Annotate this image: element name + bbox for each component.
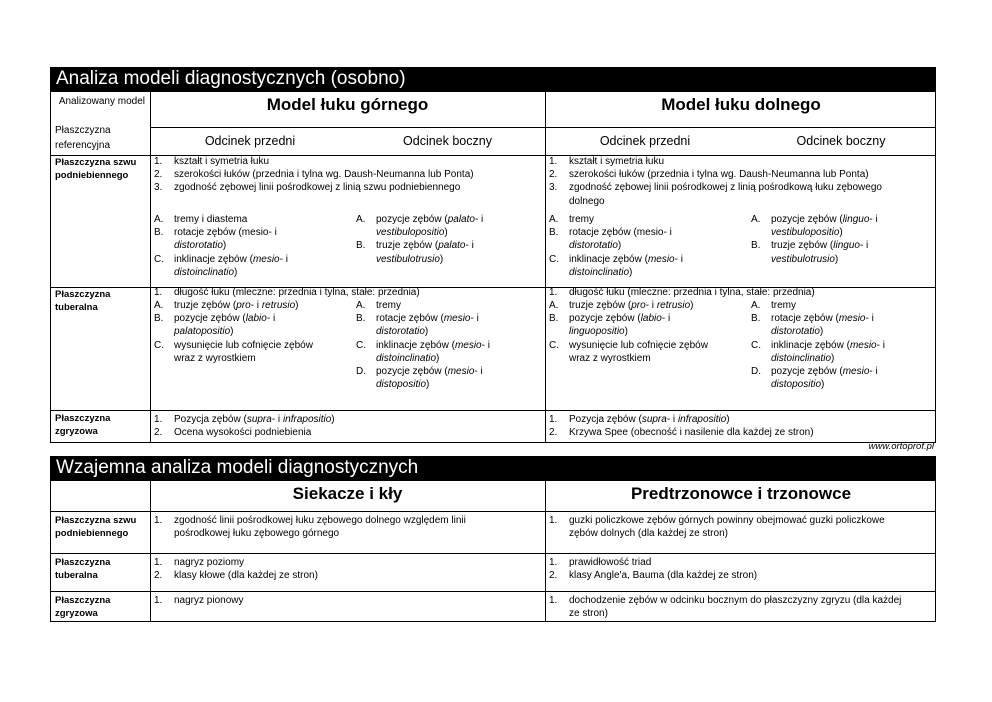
- upper-occl-numbered: [154, 413, 534, 439]
- list-item: C. inklinacje zębów (mesio- i distoinclinatio): [356, 339, 490, 364]
- lower-palatal-side: [751, 213, 931, 266]
- list-item: B. rotacje zębów (mesio- i distorotatio): [549, 227, 672, 252]
- col-incisors-title: Siekacze i kły: [292, 484, 403, 503]
- corner-plane-label: Płaszczyzna referencyjna: [55, 125, 111, 151]
- list-item: A. truzje zębów (pro- i retrusio): [549, 300, 694, 311]
- list-item: 2. Ocena wysokości podniebienia: [154, 427, 312, 439]
- row-label-occl: Płaszczyzna zgryzowa: [55, 413, 111, 438]
- row-label-palatal: Płaszczyzna szwu podniebiennego: [55, 157, 137, 182]
- list-item: B. rotacje zębów (mesio- i distorotatio): [356, 313, 479, 338]
- lower-model-title: Model łuku dolnego: [661, 95, 821, 114]
- list-item: C. inklinacje zębów (mesio- i distoinclinatio): [154, 253, 288, 278]
- upper-palatal-side: [356, 213, 541, 266]
- list-item: 3. zgodność zębowej linii pośrodkowej z linią pośrodkową łuku zębowego dolnego: [549, 182, 882, 207]
- lower-side-header: Odcinek boczny: [796, 134, 886, 148]
- mutual-analysis-table: [50, 480, 936, 622]
- list-item: B. pozycje zębów (labio- i linguopositio): [549, 313, 671, 338]
- upper-palatal-front: [154, 213, 339, 279]
- corner-model-label: Analizowany model: [58, 96, 145, 107]
- list-item: 1. dochodzenie zębów w odcinku bocznym do płaszczyzny zgryzu (dla każdej ze stron): [549, 595, 902, 620]
- lower-front-header: Odcinek przedni: [599, 134, 691, 148]
- s2-tuber-right: [549, 556, 933, 582]
- list-item: B. rotacje zębów (mesio- i distorotatio): [751, 313, 874, 338]
- list-item: C. wysunięcie lub cofnięcie zębów wraz z wyrostkiem: [154, 339, 313, 364]
- list-item: 2. szerokości łuków (przednia i tylna wg. Daush-Neumanna lub Ponta): [549, 169, 869, 181]
- s2-row-label-tuber: Płaszczyzna tuberalna: [55, 557, 111, 582]
- list-item: 1. Pozycja zębów (supra- i infrapositio): [549, 414, 730, 425]
- list-item: C. wysunięcie lub cofnięcie zębów wraz z wyrostkiem: [549, 339, 708, 364]
- s2-occl-left: [154, 594, 534, 607]
- upper-side-header: Odcinek boczny: [403, 134, 492, 148]
- list-item: 1. nagryz poziomy: [154, 557, 245, 568]
- s2-palatal-left: [154, 514, 534, 540]
- list-item: 1. Pozycja zębów (supra- i infrapositio): [154, 414, 335, 425]
- s2-tuber-left: [154, 556, 534, 582]
- list-item: B. truzje zębów (linguo- i vestibulotrusio): [751, 240, 869, 265]
- list-item: A. truzje zębów (pro- i retrusio): [154, 300, 299, 311]
- upper-tuber-front: [154, 299, 344, 365]
- list-item: C. inklinacje zębów (mesio- i distoinclinatio): [751, 339, 885, 364]
- list-item: A. tremy: [751, 300, 796, 311]
- lower-palatal-front: [549, 213, 739, 279]
- list-item: 2. klasy kłowe (dla każdej ze stron): [154, 570, 318, 582]
- list-item: 1. prawidłowość triad: [549, 557, 652, 568]
- s2-row-label-palatal: Płaszczyzna szwu podniebiennego: [55, 515, 137, 540]
- list-item: B. truzje zębów (palato- i vestibulotrusio): [356, 240, 474, 265]
- footer-url: www.ortoprof.pl: [868, 441, 934, 452]
- s2-palatal-right: [549, 514, 933, 540]
- list-item: 1. zgodność linii pośrodkowej łuku zębowego dolnego względem linii pośrodkowej łuku zębowego górnego: [154, 515, 466, 540]
- list-item: 1. długość łuku (mleczne: przednia i tylna, stałe: przednia): [154, 287, 420, 298]
- list-item: D. pozycje zębów (mesio- i distopositio): [751, 366, 878, 391]
- list-item: 1. kształt i symetria łuku: [154, 156, 270, 167]
- list-item: B. pozycje zębów (labio- i palatopositio): [154, 313, 276, 338]
- list-item: 1. guzki policzkowe zębów górnych powinny obejmować guzki policzkowe zębów dolnych (dla każdej ze stron): [549, 515, 885, 540]
- analysis-table: [50, 91, 936, 443]
- lower-tuber-front: [549, 299, 739, 365]
- upper-front-header: Odcinek przedni: [204, 134, 296, 148]
- list-item: B. rotacje zębów (mesio- i distorotatio): [154, 227, 277, 252]
- lower-palatal-numbered: [549, 155, 929, 208]
- upper-model-title: Model łuku górnego: [266, 95, 429, 114]
- list-item: A. pozycje zębów (linguo- i vestibulopositio): [751, 214, 878, 239]
- list-item: 1. kształt i symetria łuku: [549, 156, 665, 167]
- list-item: A. pozycje zębów (palato- i vestibulopositio): [356, 214, 484, 239]
- lower-tuber-side: [751, 299, 931, 391]
- section-title-2: Wzajemna analiza modeli diagnostycznych: [50, 456, 936, 480]
- col-molars-title: Predtrzonowce i trzonowce: [630, 484, 852, 503]
- s2-row-label-occl: Płaszczyzna zgryzowa: [55, 595, 111, 620]
- list-item: D. pozycje zębów (mesio- i distopositio): [356, 366, 483, 391]
- list-item: 2. Krzywa Spee (obecność i nasilenie dla każdej ze stron): [549, 427, 814, 439]
- list-item: 1. długość łuku (mleczne: przednia i tylna, stałe: przednia): [549, 287, 815, 298]
- list-item: A. tremy i diastema: [154, 214, 248, 225]
- list-item: 1. nagryz pionowy: [154, 595, 244, 606]
- list-item: 2. klasy Angle'a, Bauma (dla każdej ze stron): [549, 570, 758, 582]
- list-item: C. inklinacje zębów (mesio- i distoinclinatio): [549, 253, 683, 278]
- upper-palatal-numbered: [154, 155, 534, 195]
- section-title-1: Analiza modeli diagnostycznych (osobno): [50, 67, 936, 91]
- upper-tuber-side: [356, 299, 541, 391]
- list-item: A. tremy: [549, 214, 594, 225]
- list-item: 2. szerokości łuków (przednia i tylna wg. Daush-Neumanna lub Ponta): [154, 169, 474, 181]
- lower-tuber-numbered: [549, 286, 929, 299]
- s2-occl-right: [549, 594, 933, 620]
- list-item: A. tremy: [356, 300, 401, 311]
- lower-occl-numbered: [549, 413, 929, 439]
- upper-tuber-numbered: [154, 286, 534, 299]
- list-item: 3. zgodność zębowej linii pośrodkowej z linią szwu podniebiennego: [154, 182, 461, 194]
- row-label-tuber: Płaszczyzna tuberalna: [55, 289, 111, 314]
